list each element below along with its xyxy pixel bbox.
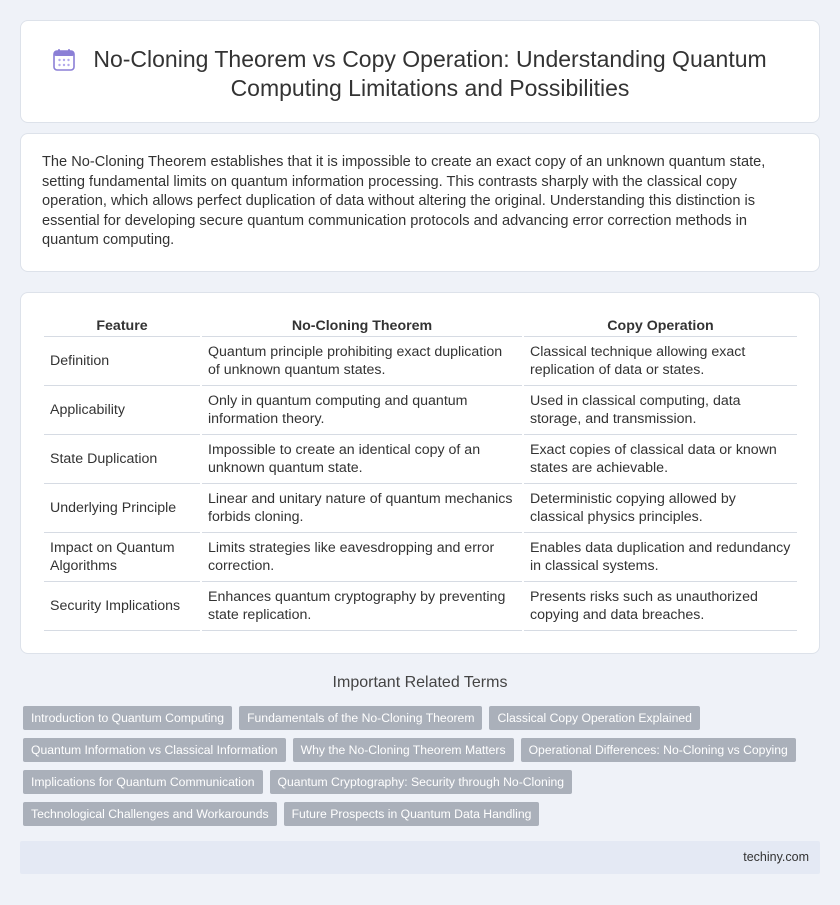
table-row xyxy=(44,484,797,533)
no-cloning-cell: Linear and unitary nature of quantum mechanics forbids cloning. xyxy=(202,484,522,533)
page-title: No-Cloning Theorem vs Copy Operation: Understanding Quantum Computing Limitations and Possibilities xyxy=(93,46,767,101)
calendar-icon xyxy=(51,47,77,73)
copy-operation-cell: Exact copies of classical data or known states are achievable. xyxy=(524,435,797,484)
table-row xyxy=(44,386,797,435)
related-terms-tags xyxy=(23,706,813,834)
tag-link[interactable]: Technological Challenges and Workarounds xyxy=(23,802,277,826)
header-no-cloning: No-Cloning Theorem xyxy=(202,315,522,337)
tag-link[interactable]: Quantum Cryptography: Security through No-Cloning xyxy=(270,770,573,794)
tag-link[interactable]: Implications for Quantum Communication xyxy=(23,770,263,794)
tag-link[interactable]: Classical Copy Operation Explained xyxy=(489,706,699,730)
intro-paragraph: The No-Cloning Theorem establishes that it is impossible to create an exact copy of an unknown quantum state, setting fundamental limits on quantum information processing. This contrasts sharply with the classical copy operation, which allows perfect duplication of data without altering the original. Understanding this distinction is essential for developing secure quantum communication protocols and advancing error correction methods in quantum computing. xyxy=(42,154,766,248)
tag-link[interactable]: Future Prospects in Quantum Data Handling xyxy=(284,802,540,826)
feature-cell: State Duplication xyxy=(44,435,200,484)
copy-operation-cell: Classical technique allowing exact replication of data or states. xyxy=(524,337,797,386)
tag-row xyxy=(23,802,813,826)
related-terms-title: Important Related Terms xyxy=(332,674,508,691)
copy-operation-cell: Presents risks such as unauthorized copying and data breaches. xyxy=(524,582,797,631)
no-cloning-cell: Enhances quantum cryptography by preventing state replication. xyxy=(202,582,522,631)
no-cloning-cell: Only in quantum computing and quantum information theory. xyxy=(202,386,522,435)
footer-site-link[interactable]: techiny.com xyxy=(743,850,809,864)
tag-row xyxy=(23,738,813,762)
copy-operation-cell: Used in classical computing, data storage, and transmission. xyxy=(524,386,797,435)
title-card xyxy=(20,20,820,123)
no-cloning-cell: Impossible to create an identical copy of an unknown quantum state. xyxy=(202,435,522,484)
comparison-card xyxy=(20,292,820,654)
feature-cell: Impact on Quantum Algorithms xyxy=(44,533,200,582)
table-row xyxy=(44,582,797,631)
no-cloning-cell: Quantum principle prohibiting exact duplication of unknown quantum states. xyxy=(202,337,522,386)
title-wrap xyxy=(51,45,789,103)
copy-operation-cell: Enables data duplication and redundancy in classical systems. xyxy=(524,533,797,582)
tag-link[interactable]: Operational Differences: No-Cloning vs Copying xyxy=(521,738,796,762)
tag-row xyxy=(23,770,813,794)
feature-cell: Definition xyxy=(44,337,200,386)
table-row xyxy=(44,533,797,582)
footer xyxy=(20,841,820,874)
feature-cell: Applicability xyxy=(44,386,200,435)
table-header-row xyxy=(44,315,797,337)
tag-link[interactable]: Why the No-Cloning Theorem Matters xyxy=(293,738,514,762)
header-copy-operation: Copy Operation xyxy=(524,315,797,337)
feature-cell: Security Implications xyxy=(44,582,200,631)
header-feature: Feature xyxy=(44,315,200,337)
table-row xyxy=(44,435,797,484)
tag-link[interactable]: Introduction to Quantum Computing xyxy=(23,706,232,730)
comparison-table xyxy=(42,315,799,631)
tag-link[interactable]: Fundamentals of the No-Cloning Theorem xyxy=(239,706,482,730)
intro-card xyxy=(20,133,820,272)
tag-link[interactable]: Quantum Information vs Classical Information xyxy=(23,738,286,762)
table-row xyxy=(44,337,797,386)
no-cloning-cell: Limits strategies like eavesdropping and error correction. xyxy=(202,533,522,582)
tag-row xyxy=(23,706,813,730)
feature-cell: Underlying Principle xyxy=(44,484,200,533)
copy-operation-cell: Deterministic copying allowed by classical physics principles. xyxy=(524,484,797,533)
